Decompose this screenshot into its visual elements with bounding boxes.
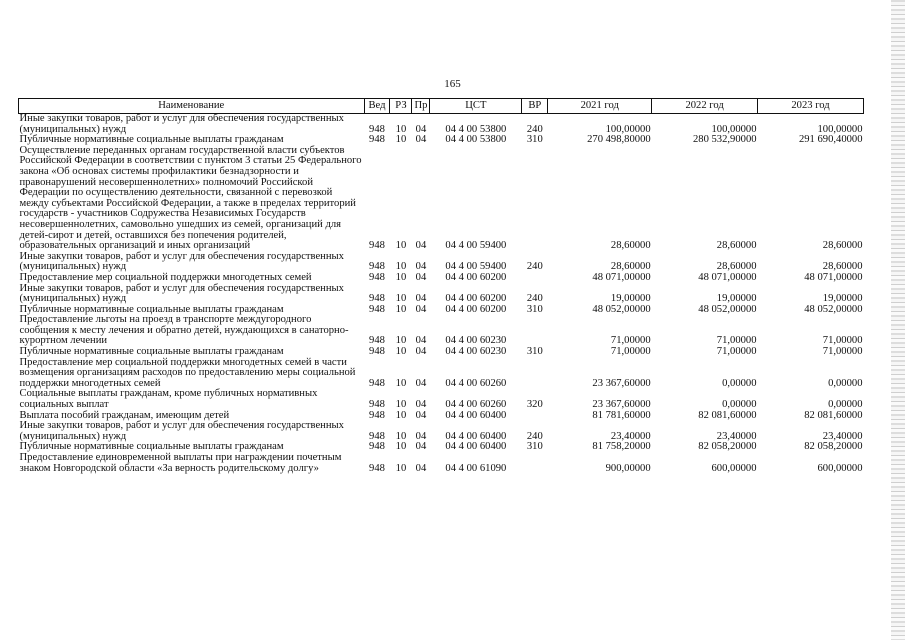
cell-y2023: 0,00000 <box>828 377 863 389</box>
cell-pr: 04 <box>415 399 427 411</box>
cell-y2021: 28,60000 <box>610 240 651 252</box>
cell-rz: 10 <box>395 377 407 389</box>
cell-ved: 948 <box>369 240 385 252</box>
cell-y2023: 82 081,60000 <box>804 409 863 421</box>
header-2023: 2023 год <box>758 99 864 114</box>
cell-y2021: 71,00000 <box>610 335 651 347</box>
cell-vr <box>522 146 548 252</box>
cell-ved: 948 <box>369 335 385 347</box>
cell-rz: 10 <box>395 293 407 305</box>
header-vr: ВР <box>522 99 548 114</box>
table-row <box>19 252 864 273</box>
cell-y2022: 28,60000 <box>716 240 757 252</box>
cell-name: Публичные нормативные социальные выплаты гражданам <box>19 303 284 315</box>
cell-y2022: 71,00000 <box>716 335 757 347</box>
table-row <box>19 358 864 390</box>
cell-cst: 04 4 00 60230 <box>445 346 507 358</box>
cell-y2023: 71,00000 <box>822 335 863 347</box>
cell-vr: 310 <box>526 134 543 146</box>
cell-pr: 04 <box>415 261 427 273</box>
cell-rz: 10 <box>395 441 407 453</box>
cell-cst: 04 4 00 60400 <box>445 409 507 421</box>
cell-vr <box>522 315 548 347</box>
cell-y2021: 23,40000 <box>610 430 651 442</box>
cell-ved: 948 <box>369 399 385 411</box>
cell-y2021: 19,00000 <box>610 293 651 305</box>
table-row <box>19 421 864 442</box>
table-row <box>19 453 864 474</box>
cell-y2022: 0,00000 <box>722 377 757 389</box>
cell-vr <box>522 411 548 422</box>
table-row <box>19 273 864 284</box>
cell-name: Иные закупки товаров, работ и услуг для обеспечения государственных (муниципальных) нужд <box>19 282 344 305</box>
cell-name: Иные закупки товаров, работ и услуг для обеспечения государственных (муниципальных) нужд <box>19 420 344 442</box>
cell-pr: 04 <box>415 303 427 315</box>
cell-rz: 10 <box>395 303 407 315</box>
cell-pr: 04 <box>415 123 427 135</box>
cell-rz: 10 <box>395 134 407 146</box>
cell-pr: 04 <box>415 377 427 389</box>
cell-cst: 04 4 00 60260 <box>445 399 507 411</box>
header-cst: ЦСТ <box>430 99 522 114</box>
cell-ved: 948 <box>369 271 385 283</box>
cell-y2022: 280 532,90000 <box>692 134 757 146</box>
cell-y2023: 100,00000 <box>817 123 863 135</box>
cell-vr <box>522 358 548 390</box>
cell-vr: 240 <box>526 123 543 135</box>
cell-cst: 04 4 00 60400 <box>445 441 507 453</box>
cell-vr <box>522 453 548 474</box>
cell-y2023: 291 690,40000 <box>798 134 863 146</box>
cell-rz: 10 <box>395 462 407 474</box>
cell-name: Осуществление переданных органам государственной власти субъектов Российской Федерации в соответствии с пунктом 3 статьи 25 Федерального закона «Об основах системы профилактики безнадзорности и правонарушений несовершеннолетних» полномочий Российской Федерации по осуществлению деятельности, связанной с перевозкой между субъектами Российской Федерации, а также в пределах территорий государств - участников Содружества Независимых Государств несовершеннолетних, самовольно ушедших из семей, организаций для детей-сирот и детей, оставшихся без попечения родителей, образовательных организаций и иных организаций <box>19 144 362 252</box>
cell-cst: 04 4 00 60400 <box>445 430 507 442</box>
cell-vr: 240 <box>526 293 543 305</box>
cell-cst: 04 4 00 60260 <box>445 377 507 389</box>
cell-rz: 10 <box>395 399 407 411</box>
cell-ved: 948 <box>369 261 385 273</box>
cell-y2023: 19,00000 <box>822 293 863 305</box>
cell-ved: 948 <box>369 134 385 146</box>
cell-vr: 310 <box>526 303 543 315</box>
header-row <box>19 99 864 114</box>
cell-pr: 04 <box>415 271 427 283</box>
cell-vr: 310 <box>526 441 543 453</box>
cell-name: Иные закупки товаров, работ и услуг для обеспечения государственных (муниципальных) нужд <box>19 113 344 135</box>
cell-rz: 10 <box>395 335 407 347</box>
cell-ved: 948 <box>369 430 385 442</box>
table-row <box>19 315 864 347</box>
cell-cst: 04 4 00 60200 <box>445 271 507 283</box>
cell-cst: 04 4 00 61090 <box>445 462 507 474</box>
table-row <box>19 114 864 136</box>
cell-y2021: 270 498,80000 <box>587 134 651 146</box>
cell-vr: 240 <box>526 261 543 273</box>
scanned-page-edge <box>891 0 905 640</box>
cell-pr: 04 <box>415 430 427 442</box>
cell-y2023: 600,00000 <box>817 462 863 474</box>
header-ved: Вед <box>364 99 390 114</box>
cell-name: Предоставление мер социальной поддержки многодетных семей <box>19 271 312 283</box>
cell-y2022: 48 052,00000 <box>698 303 757 315</box>
table-row <box>19 284 864 305</box>
cell-name: Публичные нормативные социальные выплаты гражданам <box>19 134 284 146</box>
cell-cst: 04 4 00 53800 <box>445 134 507 146</box>
cell-name: Публичные нормативные социальные выплаты гражданам <box>19 346 284 358</box>
cell-cst: 04 4 00 60200 <box>445 293 507 305</box>
cell-name: Социальные выплаты гражданам, кроме публичных нормативных социальных выплат <box>19 388 318 411</box>
cell-cst: 04 4 00 53800 <box>445 123 507 135</box>
cell-pr: 04 <box>415 134 427 146</box>
cell-y2023: 28,60000 <box>822 261 863 273</box>
cell-name: Иные закупки товаров, работ и услуг для обеспечения государственных (муниципальных) нужд <box>19 250 344 273</box>
cell-y2023: 23,40000 <box>822 430 863 442</box>
cell-y2023: 48 052,00000 <box>804 303 863 315</box>
cell-cst: 04 4 00 59400 <box>445 261 507 273</box>
cell-name: Выплата пособий гражданам, имеющим детей <box>19 409 230 421</box>
cell-pr: 04 <box>415 409 427 421</box>
cell-name: Предоставление единовременной выплаты при награждении почетным знаком Новгородской области «За верность родительскому долгу» <box>19 452 342 474</box>
cell-name: Предоставление мер социальной поддержки многодетных семей в части возмещения организациям расходов по предоставлению меры социальной поддержки многодетных семей <box>19 356 356 389</box>
cell-y2023: 48 071,00000 <box>804 271 863 283</box>
cell-y2021: 81 758,20000 <box>592 441 651 453</box>
header-name: Наименование <box>19 99 365 114</box>
cell-ved: 948 <box>369 293 385 305</box>
cell-cst: 04 4 00 60200 <box>445 303 507 315</box>
cell-ved: 948 <box>369 377 385 389</box>
cell-pr: 04 <box>415 335 427 347</box>
cell-y2021: 71,00000 <box>610 346 651 358</box>
header-2022: 2022 год <box>652 99 758 114</box>
cell-rz: 10 <box>395 271 407 283</box>
cell-y2022: 71,00000 <box>716 346 757 358</box>
table-row <box>19 146 864 252</box>
cell-y2022: 23,40000 <box>716 430 757 442</box>
cell-y2022: 48 071,00000 <box>698 271 757 283</box>
cell-pr: 04 <box>415 293 427 305</box>
cell-rz: 10 <box>395 261 407 273</box>
cell-y2021: 48 052,00000 <box>592 303 651 315</box>
cell-y2022: 82 081,60000 <box>698 409 757 421</box>
header-pr: Пр <box>412 99 430 114</box>
cell-vr: 240 <box>526 430 543 442</box>
cell-rz: 10 <box>395 409 407 421</box>
cell-ved: 948 <box>369 409 385 421</box>
cell-y2023: 82 058,20000 <box>804 441 863 453</box>
cell-y2021: 28,60000 <box>610 261 651 273</box>
table-row <box>19 389 864 410</box>
cell-y2023: 28,60000 <box>822 240 863 252</box>
cell-rz: 10 <box>395 346 407 358</box>
cell-pr: 04 <box>415 346 427 358</box>
cell-ved: 948 <box>369 303 385 315</box>
cell-rz: 10 <box>395 430 407 442</box>
cell-ved: 948 <box>369 462 385 474</box>
cell-pr: 04 <box>415 240 427 252</box>
header-rz: РЗ <box>390 99 412 114</box>
cell-pr: 04 <box>415 462 427 474</box>
cell-ved: 948 <box>369 441 385 453</box>
budget-table <box>18 98 864 474</box>
cell-y2021: 23 367,60000 <box>592 399 651 411</box>
cell-y2021: 23 367,60000 <box>592 377 651 389</box>
cell-name: Предоставление льготы на проезд в транспорте междугородного сообщения к месту лечения и обратно детей, нуждающихся в санаторно-курортном лечении <box>19 314 349 347</box>
cell-y2022: 28,60000 <box>716 261 757 273</box>
cell-y2022: 82 058,20000 <box>698 441 757 453</box>
cell-rz: 10 <box>395 123 407 135</box>
cell-ved: 948 <box>369 123 385 135</box>
cell-vr: 310 <box>526 346 543 358</box>
cell-vr: 320 <box>526 399 543 411</box>
cell-y2022: 19,00000 <box>716 293 757 305</box>
cell-vr <box>522 273 548 284</box>
cell-cst: 04 4 00 59400 <box>445 240 507 252</box>
cell-y2021: 48 071,00000 <box>592 271 651 283</box>
page-number: 165 <box>444 78 461 90</box>
header-2021: 2021 год <box>548 99 652 114</box>
cell-y2021: 81 781,60000 <box>592 409 651 421</box>
cell-y2023: 0,00000 <box>828 399 863 411</box>
cell-rz: 10 <box>395 240 407 252</box>
cell-y2022: 100,00000 <box>711 123 757 135</box>
cell-y2021: 900,00000 <box>605 462 651 474</box>
cell-y2022: 0,00000 <box>722 399 757 411</box>
cell-pr: 04 <box>415 441 427 453</box>
cell-y2022: 600,00000 <box>711 462 757 474</box>
cell-name: Публичные нормативные социальные выплаты гражданам <box>19 441 284 453</box>
cell-y2023: 71,00000 <box>822 346 863 358</box>
cell-y2021: 100,00000 <box>605 123 651 135</box>
cell-cst: 04 4 00 60230 <box>445 335 507 347</box>
cell-ved: 948 <box>369 346 385 358</box>
